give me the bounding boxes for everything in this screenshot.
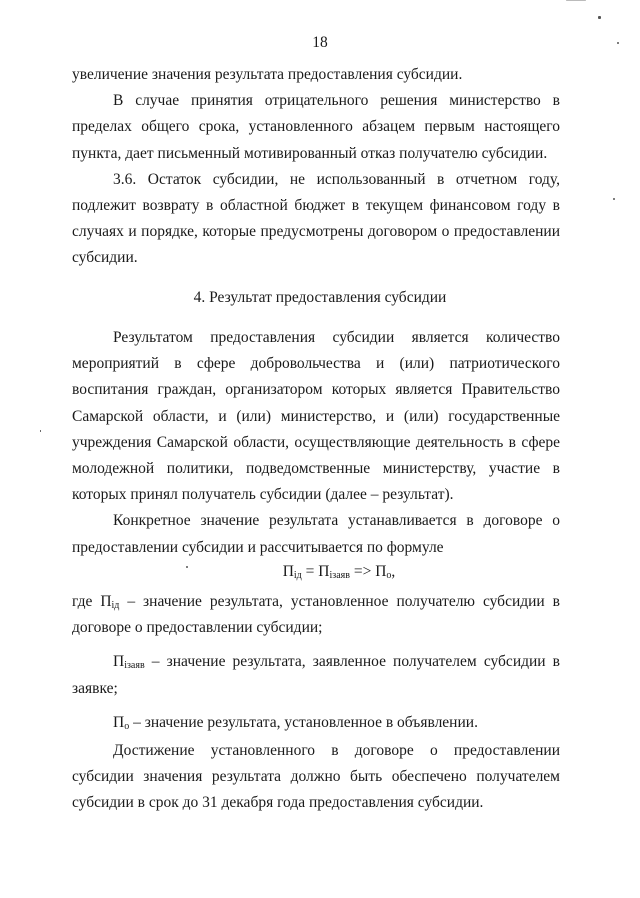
formula-symbol: П bbox=[318, 563, 330, 580]
scan-speck bbox=[617, 42, 619, 44]
formula bbox=[0, 563, 640, 581]
text-block-3 bbox=[72, 589, 560, 817]
formula-subscript: o bbox=[386, 570, 392, 581]
formula-symbol: П bbox=[375, 563, 387, 580]
definition-p-o: $П_о$ – значение результата, установленное в объявлении. bbox=[113, 713, 478, 732]
formula-operator: => bbox=[349, 563, 376, 580]
formula-operator: = bbox=[301, 563, 319, 580]
formula-subscript: iзаяв bbox=[329, 570, 350, 581]
definition-p-id: где $П_{iд}$ – значение результата, установленное получателю субсидии в договоре о предоставлении субсидии; bbox=[72, 593, 560, 637]
scan-speck bbox=[566, 0, 586, 1]
paragraph-3-6: 3.6. Остаток субсидии, не использованный в отчетном году, подлежит возврату в областной бюджет в текущем финансовом году в случаях и порядке, которые предусмотрены договором о предоставлении субсидии. bbox=[72, 170, 560, 267]
definition-p-izayav: $П_{iзаяв}$ – значение результата, заявленное получателем субсидии в заявке; bbox=[72, 653, 560, 697]
formula-punctuation: , bbox=[391, 563, 396, 580]
page-number: 18 bbox=[312, 34, 328, 51]
formula-subscript: iд bbox=[293, 570, 302, 581]
paragraph-achievement: Достижение установленного в договоре о предоставлении субсидии значения результата должно быть обеспечено получателем субсидии в срок до 31 декабря года предоставления субсидии. bbox=[72, 742, 560, 812]
scan-speck bbox=[186, 566, 188, 568]
text-block-2 bbox=[72, 325, 560, 561]
paragraph-result-formula-intro: Конкретное значение результата устанавливается в договоре о предоставлении субсидии и рассчитывается по формуле bbox=[72, 512, 560, 556]
paragraph-continuation: увеличение значения результата предоставления субсидии. bbox=[72, 66, 463, 83]
text-block-1 bbox=[72, 62, 560, 272]
scan-speck bbox=[40, 430, 41, 432]
scan-speck bbox=[598, 16, 601, 19]
scan-speck bbox=[613, 198, 615, 200]
paragraph-result-definition: Результатом предоставления субсидии является количество мероприятий в сфере добровольчества и (или) патриотического воспитания граждан, организатором которых является Правительство Самарской области, и (или) министерство, и (или) государственные учреждения Самарской области, осуществляющие деятельность в сфере молодежной политики, подведомственные министерству, участие в которых принял получатель субсидии (далее – результат). bbox=[72, 329, 560, 504]
paragraph-negative-decision: В случае принятия отрицательного решения министерство в пределах общего срока, установленного абзацем первым настоящего пункта, дает письменный мотивированный отказ получателю субсидии. bbox=[72, 92, 560, 162]
section-heading: 4. Результат предоставления субсидии bbox=[193, 289, 447, 306]
formula-symbol: П bbox=[282, 563, 294, 580]
